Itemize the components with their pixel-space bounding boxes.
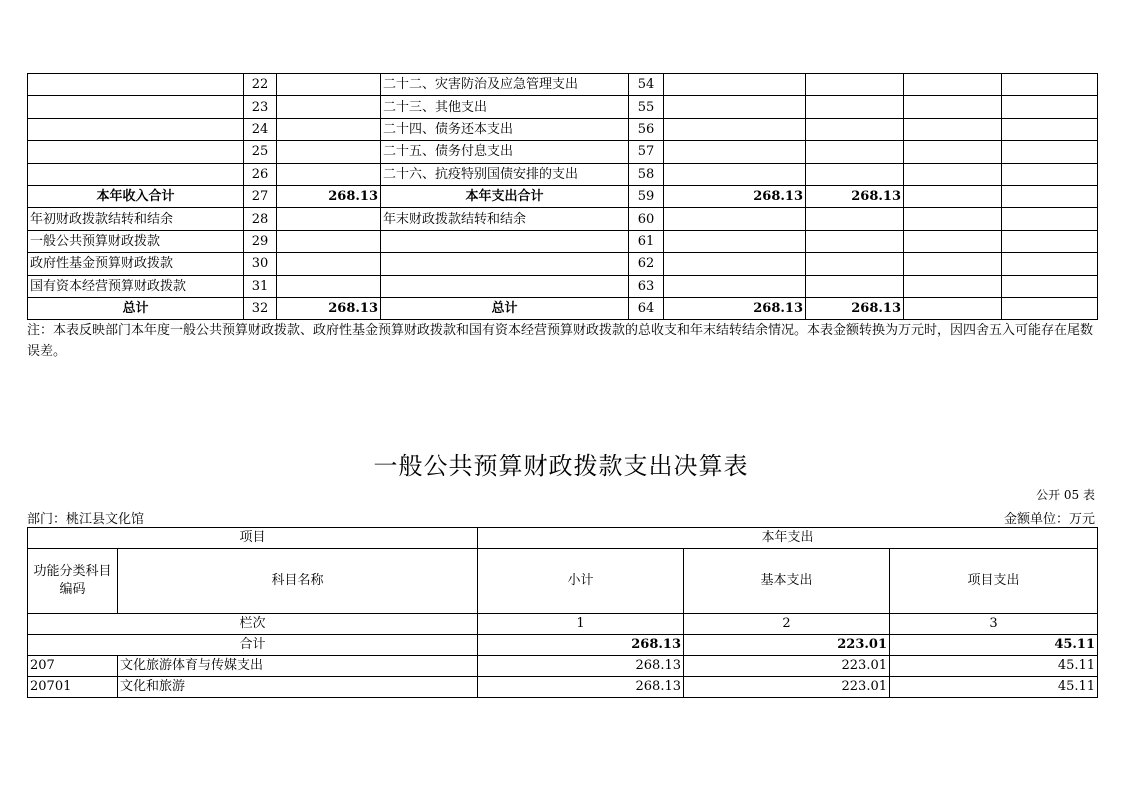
expense-col-2 xyxy=(806,74,904,96)
expense-item: 本年支出合计 xyxy=(381,185,629,207)
income-line: 22 xyxy=(244,74,277,96)
expense-col-1 xyxy=(664,208,806,230)
expense-item: 二十二、灾害防治及应急管理支出 xyxy=(381,74,629,96)
expenditure-table xyxy=(27,527,1098,698)
income-amount xyxy=(277,275,381,297)
expense-line: 55 xyxy=(629,96,664,118)
project-value: 45.11 xyxy=(890,677,1098,698)
table-row xyxy=(28,118,1098,140)
table-row xyxy=(28,185,1098,207)
expense-col-4 xyxy=(1002,118,1098,140)
header-basic: 基本支出 xyxy=(684,549,890,614)
expense-item: 年末财政拨款结转和结余 xyxy=(381,208,629,230)
income-line: 28 xyxy=(244,208,277,230)
income-amount: 268.13 xyxy=(277,297,381,319)
income-amount xyxy=(277,163,381,185)
header-project-expense: 项目支出 xyxy=(890,549,1098,614)
expense-col-3 xyxy=(904,185,1002,207)
income-item: 本年收入合计 xyxy=(28,185,244,207)
income-line: 30 xyxy=(244,253,277,275)
expense-line: 57 xyxy=(629,141,664,163)
expense-col-1 xyxy=(664,275,806,297)
income-item xyxy=(28,163,244,185)
income-item: 一般公共预算财政拨款 xyxy=(28,230,244,252)
header-project: 项目 xyxy=(28,528,478,549)
income-amount xyxy=(277,208,381,230)
expense-col-3 xyxy=(904,163,1002,185)
expense-item: 二十四、债务还本支出 xyxy=(381,118,629,140)
table-row xyxy=(28,74,1098,96)
expense-line: 63 xyxy=(629,275,664,297)
expense-line: 60 xyxy=(629,208,664,230)
expense-col-4 xyxy=(1002,275,1098,297)
expense-col-3 xyxy=(904,297,1002,319)
expense-col-4 xyxy=(1002,141,1098,163)
income-line: 29 xyxy=(244,230,277,252)
expense-line: 61 xyxy=(629,230,664,252)
subject-name: 文化旅游体育与传媒支出 xyxy=(118,656,478,677)
subject-code: 20701 xyxy=(28,677,118,698)
table-row xyxy=(28,275,1098,297)
expense-col-3 xyxy=(904,253,1002,275)
table-row xyxy=(28,677,1098,698)
income-item: 政府性基金预算财政拨款 xyxy=(28,253,244,275)
page-title: 一般公共预算财政拨款支出决算表 xyxy=(373,452,749,480)
expense-line: 59 xyxy=(629,185,664,207)
expense-item xyxy=(381,230,629,252)
income-line: 23 xyxy=(244,96,277,118)
total-label: 合计 xyxy=(28,635,478,656)
amount-unit-label: 金额单位：万元 xyxy=(1003,512,1095,527)
income-amount xyxy=(277,141,381,163)
header-code: 功能分类科目编码 xyxy=(28,549,118,614)
subtotal-value: 268.13 xyxy=(478,656,684,677)
table-row xyxy=(28,656,1098,677)
expense-item: 二十三、其他支出 xyxy=(381,96,629,118)
expense-col-2 xyxy=(806,118,904,140)
income-line: 31 xyxy=(244,275,277,297)
project-value: 45.11 xyxy=(890,656,1098,677)
expense-col-1: 268.13 xyxy=(664,297,806,319)
expense-col-1 xyxy=(664,163,806,185)
expense-item: 二十六、抗疫特别国债安排的支出 xyxy=(381,163,629,185)
department-label: 部门：桃江县文化馆 xyxy=(27,512,145,527)
income-item xyxy=(28,118,244,140)
expense-col-2 xyxy=(806,253,904,275)
expense-line: 64 xyxy=(629,297,664,319)
expense-col-1 xyxy=(664,118,806,140)
income-line: 25 xyxy=(244,141,277,163)
expense-item xyxy=(381,275,629,297)
column-index-3: 3 xyxy=(890,614,1098,635)
expense-line: 58 xyxy=(629,163,664,185)
expense-col-2: 268.13 xyxy=(806,185,904,207)
income-item: 年初财政拨款结转和结余 xyxy=(28,208,244,230)
table-row xyxy=(28,253,1098,275)
header-subject-name: 科目名称 xyxy=(118,549,478,614)
expense-col-2 xyxy=(806,275,904,297)
income-item xyxy=(28,74,244,96)
expense-item: 总计 xyxy=(381,297,629,319)
expense-col-4 xyxy=(1002,185,1098,207)
income-amount xyxy=(277,230,381,252)
expense-line: 54 xyxy=(629,74,664,96)
table-row xyxy=(28,230,1098,252)
expense-item xyxy=(381,253,629,275)
expense-col-2 xyxy=(806,141,904,163)
income-amount xyxy=(277,253,381,275)
expense-line: 56 xyxy=(629,118,664,140)
income-amount xyxy=(277,96,381,118)
form-number: 公开 05 表 xyxy=(1036,488,1095,502)
income-amount: 268.13 xyxy=(277,185,381,207)
table-row xyxy=(28,208,1098,230)
income-line: 26 xyxy=(244,163,277,185)
expense-item: 二十五、债务付息支出 xyxy=(381,141,629,163)
column-index-label: 栏次 xyxy=(28,614,478,635)
income-item xyxy=(28,96,244,118)
total-basic: 223.01 xyxy=(684,635,890,656)
expense-col-4 xyxy=(1002,208,1098,230)
income-line: 24 xyxy=(244,118,277,140)
expense-col-2 xyxy=(806,230,904,252)
header-year-expense: 本年支出 xyxy=(478,528,1098,549)
table-row xyxy=(28,141,1098,163)
income-amount xyxy=(277,118,381,140)
fiscal-summary-table xyxy=(27,73,1098,320)
income-line: 32 xyxy=(244,297,277,319)
expense-col-4 xyxy=(1002,163,1098,185)
subject-code: 207 xyxy=(28,656,118,677)
subject-name: 文化和旅游 xyxy=(118,677,478,698)
expense-col-3 xyxy=(904,74,1002,96)
table-row xyxy=(28,96,1098,118)
expense-col-2 xyxy=(806,163,904,185)
table-row xyxy=(28,297,1098,319)
column-index-1: 1 xyxy=(478,614,684,635)
expense-col-3 xyxy=(904,118,1002,140)
expense-col-3 xyxy=(904,230,1002,252)
expense-col-1 xyxy=(664,96,806,118)
basic-value: 223.01 xyxy=(684,656,890,677)
expense-col-1 xyxy=(664,253,806,275)
expense-col-1 xyxy=(664,74,806,96)
expense-col-1 xyxy=(664,230,806,252)
income-item: 总计 xyxy=(28,297,244,319)
expense-col-3 xyxy=(904,96,1002,118)
expense-col-2 xyxy=(806,208,904,230)
expense-col-2: 268.13 xyxy=(806,297,904,319)
income-amount xyxy=(277,74,381,96)
expense-col-2 xyxy=(806,96,904,118)
expense-col-4 xyxy=(1002,230,1098,252)
income-item xyxy=(28,141,244,163)
income-line: 27 xyxy=(244,185,277,207)
expense-col-4 xyxy=(1002,96,1098,118)
expense-line: 62 xyxy=(629,253,664,275)
table-row xyxy=(28,163,1098,185)
expense-col-3 xyxy=(904,208,1002,230)
expense-col-1 xyxy=(664,141,806,163)
basic-value: 223.01 xyxy=(684,677,890,698)
expense-col-4 xyxy=(1002,74,1098,96)
expense-col-3 xyxy=(904,141,1002,163)
expense-col-4 xyxy=(1002,297,1098,319)
table-note: 注：本表反映部门本年度一般公共预算财政拨款、政府性基金预算财政拨款和国有资本经营预算财政拨款的总收支和年末结转结余情况。本表金额转换为万元时，因四舍五入可能存在尾数误差。 xyxy=(27,323,1094,359)
expense-col-1: 268.13 xyxy=(664,185,806,207)
total-subtotal: 268.13 xyxy=(478,635,684,656)
column-index-2: 2 xyxy=(684,614,890,635)
subtotal-value: 268.13 xyxy=(478,677,684,698)
expense-col-3 xyxy=(904,275,1002,297)
total-project: 45.11 xyxy=(890,635,1098,656)
income-item: 国有资本经营预算财政拨款 xyxy=(28,275,244,297)
expense-col-4 xyxy=(1002,253,1098,275)
header-subtotal: 小计 xyxy=(478,549,684,614)
